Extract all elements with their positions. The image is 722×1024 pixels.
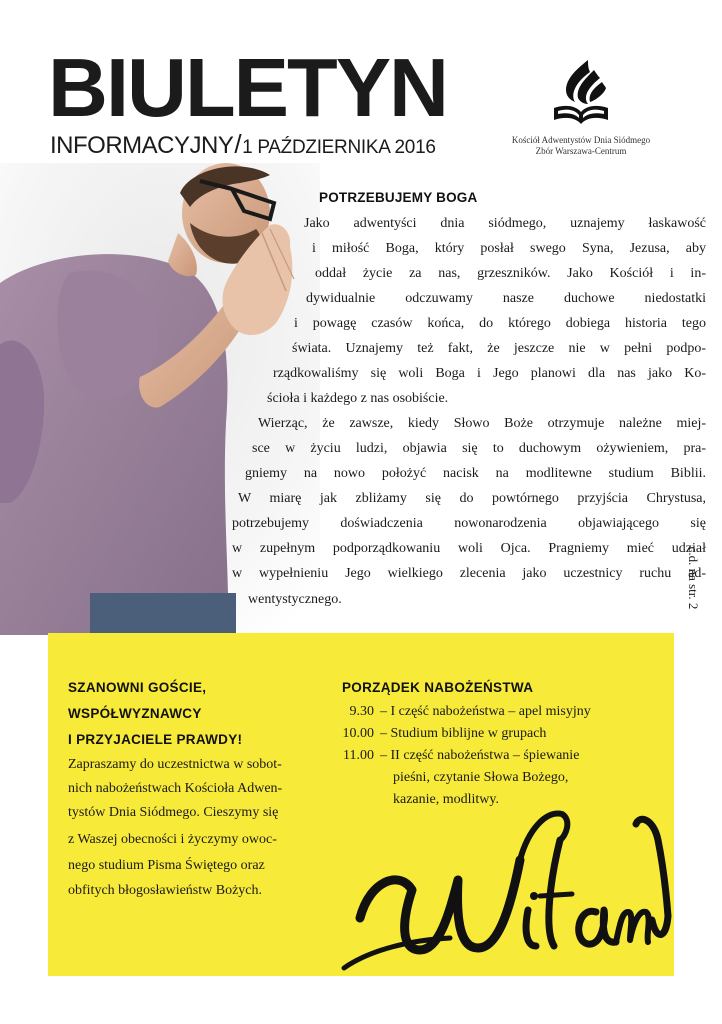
schedule-desc: – II część nabożeństwa – śpiewanie <box>380 748 580 763</box>
article-line: i miłość Boga, który posłał swego Syna, Jezusa, aby <box>312 241 706 256</box>
article-title: POTRZEBUJEMY BOGA <box>319 190 478 205</box>
welcome-text-line: nego studium Pisma Świętego oraz <box>68 858 265 873</box>
welcome-text-line: nich nabożeństwach Kościoła Adwen- <box>68 781 283 796</box>
article-line: oddał życie za nas, grzeszników. Jako Kościół i in- <box>315 266 706 281</box>
schedule-time: 11.00 <box>343 748 374 763</box>
continued-note <box>678 528 708 628</box>
schedule-time: 10.00 <box>342 726 374 741</box>
article-line: w zupełnym podporządkowaniu woli Ojca. Pragniemy mieć udział <box>232 541 706 556</box>
schedule-desc-continued: pieśni, czytanie Słowa Bożego, <box>393 770 569 785</box>
welcome-text-line: z Waszej obecności i życzymy owoc- <box>68 832 277 847</box>
article-line: wentystycznego. <box>248 592 342 607</box>
schedule-desc: – I część nabożeństwa – apel misyjny <box>380 704 591 719</box>
article-line: Jako adwentyści dnia siódmego, uznajemy łaskawość <box>304 216 706 231</box>
church-name <box>506 135 656 157</box>
article-line: gniemy na nowo położyć nacisk na modlitewne studium Biblii. <box>245 466 706 481</box>
article-line: dywidualnie odczuwamy nasze duchowe niedostatki <box>306 291 706 306</box>
schedule-item <box>318 701 591 723</box>
welcome-text-line: tystów Dnia Siódmego. Cieszymy się <box>68 805 279 820</box>
welcome-text-line: obfitych błogosławieństw Bożych. <box>68 883 263 898</box>
welcome-heading-line: I PRZYJACIELE PRAWDY! <box>68 732 243 747</box>
witamy-script-lettering <box>340 800 674 976</box>
church-name-line1: Kościół Adwentystów Dnia Siódmego <box>511 135 651 145</box>
bulletin-subtitle <box>50 130 436 162</box>
subtitle-separator: / <box>234 129 242 159</box>
schedule-desc-continued: kazanie, modlitwy. <box>393 792 500 807</box>
article-line: w wypełnieniu Jego wielkiego zlecenia jako uczestnicy ruchu ad- <box>232 566 706 581</box>
welcome-heading-line: SZANOWNI GOŚCIE, <box>68 680 207 695</box>
welcome-heading-line: WSPÓŁWYZNAWCY <box>68 706 202 721</box>
schedule-heading: PORZĄDEK NABOŻEŃSTWA <box>342 680 534 695</box>
article-line: sce w życiu ludzi, objawia się to duchowym ożywieniem, pra- <box>252 441 706 456</box>
continued-note-text: c.d. na str. 2 <box>686 546 701 610</box>
bulletin-title: BIULETYN <box>48 41 447 134</box>
article-line: potrzebujemy doświadczenia nowonarodzenia objawiającego się <box>232 516 706 531</box>
schedule-time: 9.30 <box>349 704 374 719</box>
article-line: i powagę czasów końca, do którego dobiega historia tego <box>294 316 706 331</box>
schedule-item <box>318 745 579 767</box>
adventist-flame-bible-icon <box>548 58 614 130</box>
schedule-item <box>318 723 546 745</box>
church-name-line2: Zbór Warszawa-Centrum <box>535 146 627 156</box>
article-line: Wierząc, że zawsze, kiedy Słowo Boże otrzymuje należne miej- <box>258 416 706 431</box>
subtitle-text: INFORMACYJNY <box>50 132 234 159</box>
article-line: W miarę jak zbliżamy się do powtórnego przyjścia Chrystusa, <box>238 491 706 506</box>
welcome-text-line: Zapraszamy do uczestnictwa w sobot- <box>68 757 282 772</box>
issue-date: 1 PAŹDZIERNIKA 2016 <box>242 137 436 158</box>
schedule-desc: – Studium biblijne w grupach <box>380 726 547 741</box>
article-line: ścioła i każdego z nas osobiście. <box>267 391 449 406</box>
article-line: świata. Uznajemy też fakt, że jeszcze nie w pełni podpo- <box>292 341 706 356</box>
article-line: rządkowaliśmy się woli Boga i Jego planowi dla nas jako Ko- <box>273 366 706 381</box>
